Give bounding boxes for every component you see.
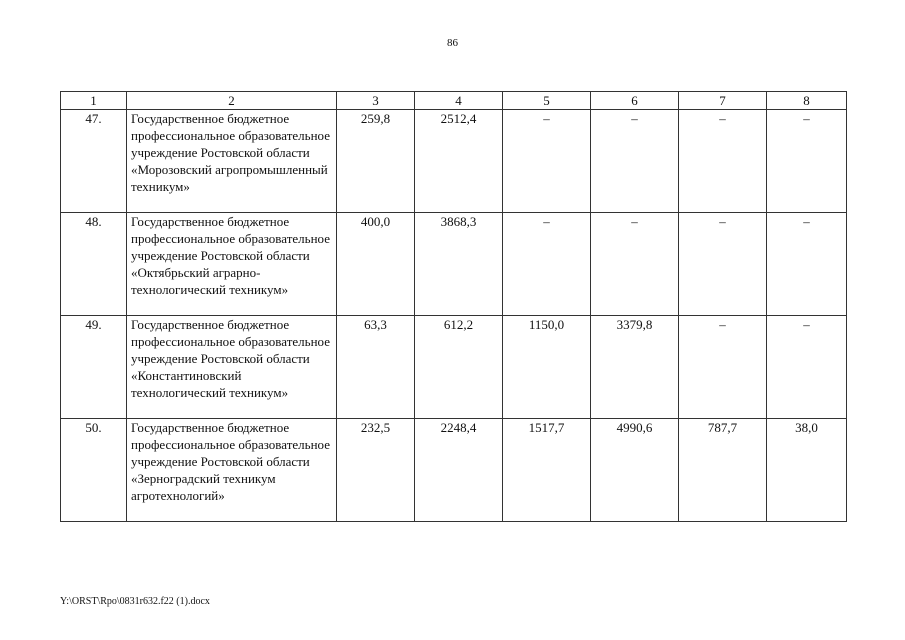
cell-col-4: 3868,3 [415,213,503,316]
cell-col-7: – [679,110,767,213]
institution-name: Государственное бюджетное профессиональное образовательное учреждение Ростовской области «Морозовский агропромышленный техникум» [127,110,337,213]
cell-col-5: 1150,0 [503,316,591,419]
column-header: 6 [591,92,679,110]
cell-col-4: 612,2 [415,316,503,419]
row-number: 47. [61,110,127,213]
cell-col-5: – [503,110,591,213]
column-header: 3 [337,92,415,110]
cell-col-6: – [591,110,679,213]
institution-name: Государственное бюджетное профессиональное образовательное учреждение Ростовской области «Константиновский технологический техникум» [127,316,337,419]
cell-col-8: – [767,316,847,419]
cell-col-6: 4990,6 [591,419,679,522]
cell-col-4: 2248,4 [415,419,503,522]
column-header: 4 [415,92,503,110]
cell-col-7: – [679,316,767,419]
table-row [61,419,847,522]
cell-col-7: – [679,213,767,316]
row-number: 48. [61,213,127,316]
cell-col-5: – [503,213,591,316]
cell-col-8: – [767,213,847,316]
table-row [61,316,847,419]
row-number: 49. [61,316,127,419]
cell-col-3: 259,8 [337,110,415,213]
cell-col-4: 2512,4 [415,110,503,213]
cell-col-6: 3379,8 [591,316,679,419]
page-number: 86 [447,37,458,49]
column-header: 5 [503,92,591,110]
institution-name: Государственное бюджетное профессиональное образовательное учреждение Ростовской области «Октябрьский аграрно-технологический техникум» [127,213,337,316]
table-row [61,213,847,316]
column-header: 8 [767,92,847,110]
data-table [60,91,847,522]
cell-col-3: 63,3 [337,316,415,419]
table-row [61,110,847,213]
cell-col-6: – [591,213,679,316]
cell-col-8: – [767,110,847,213]
cell-col-7: 787,7 [679,419,767,522]
column-header: 1 [61,92,127,110]
cell-col-3: 232,5 [337,419,415,522]
document-file-path: Y:\ORST\Rpo\0831r632.f22 (1).docx [60,596,210,607]
column-header: 2 [127,92,337,110]
row-number: 50. [61,419,127,522]
cell-col-8: 38,0 [767,419,847,522]
cell-col-3: 400,0 [337,213,415,316]
institution-name: Государственное бюджетное профессиональное образовательное учреждение Ростовской области «Зерноградский техникум агротехнологий» [127,419,337,522]
table-header-row [61,92,847,110]
cell-col-5: 1517,7 [503,419,591,522]
column-header: 7 [679,92,767,110]
